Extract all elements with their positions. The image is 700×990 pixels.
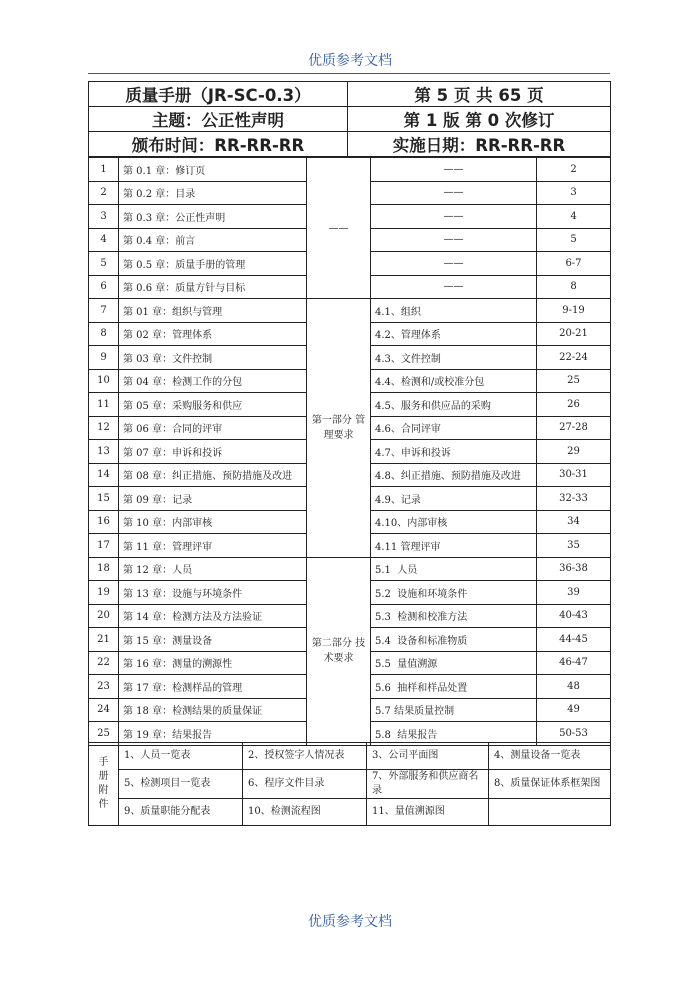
annex-row: [89, 799, 611, 826]
document-header: [88, 81, 611, 157]
row-number: 10: [89, 369, 119, 393]
row-number: 4: [89, 228, 119, 252]
page-range: 22-24: [537, 346, 611, 370]
page-range: 48: [537, 675, 611, 699]
standard-clause: ——: [371, 275, 537, 299]
row-number: 15: [89, 487, 119, 511]
standard-clause: ——: [371, 158, 537, 182]
page-range: 20-21: [537, 322, 611, 346]
standard-clause: 5.6 抽样和样品处置: [371, 675, 537, 699]
chapter-title: 第 0.1 章：修订页: [119, 158, 307, 182]
standard-clause: 4.8、纠正措施、预防措施及改进: [371, 463, 537, 487]
annex-item: 10、检测流程图: [243, 799, 367, 826]
row-number: 6: [89, 275, 119, 299]
standard-clause: 5.2 设施和环境条件: [371, 581, 537, 605]
page-range: 34: [537, 510, 611, 534]
chapter-title: 第 13 章：设施与环境条件: [119, 581, 307, 605]
row-number: 19: [89, 581, 119, 605]
page-range: 9-19: [537, 299, 611, 323]
row-number: 3: [89, 205, 119, 229]
standard-clause: 4.5、服务和供应品的采购: [371, 393, 537, 417]
row-number: 17: [89, 534, 119, 558]
annex-item: 5、检测项目一览表: [119, 770, 243, 799]
section-group-part1: 第一部分 管理要求: [307, 299, 371, 558]
row-number: 13: [89, 440, 119, 464]
standard-clause: 4.1、组织: [371, 299, 537, 323]
page-range: 26: [537, 393, 611, 417]
row-number: 9: [89, 346, 119, 370]
chapter-title: 第 05 章：采购服务和供应: [119, 393, 307, 417]
chapter-title: 第 0.6 章：质量方针与目标: [119, 275, 307, 299]
chapter-title: 第 0.3 章：公正性声明: [119, 205, 307, 229]
page-range: 36-38: [537, 557, 611, 581]
standard-clause: ——: [371, 252, 537, 276]
page-range: 25: [537, 369, 611, 393]
chapter-title: 第 01 章：组织与管理: [119, 299, 307, 323]
standard-clause: ——: [371, 181, 537, 205]
standard-clause: 5.5 量值溯源: [371, 651, 537, 675]
chapter-title: 第 06 章：合同的评审: [119, 416, 307, 440]
page-range: 3: [537, 181, 611, 205]
annex-item: [489, 799, 611, 826]
standard-clause: 5.1 人员: [371, 557, 537, 581]
contents-table: [88, 157, 611, 746]
row-number: 24: [89, 698, 119, 722]
watermark-top: 优质参考文档: [308, 53, 392, 69]
page-range: 4: [537, 205, 611, 229]
page-range: 2: [537, 158, 611, 182]
table-row: [89, 299, 611, 323]
row-number: 22: [89, 651, 119, 675]
standard-clause: 5.7 结果质量控制: [371, 698, 537, 722]
annex-item: 3、公司平面图: [367, 743, 489, 770]
standard-clause: ——: [371, 205, 537, 229]
chapter-title: 第 0.2 章：目录: [119, 181, 307, 205]
annex-row: [89, 743, 611, 770]
chapter-title: 第 16 章：测量的溯源性: [119, 651, 307, 675]
page-range: 8: [537, 275, 611, 299]
chapter-title: 第 15 章：测量设备: [119, 628, 307, 652]
chapter-title: 第 11 章：管理评审: [119, 534, 307, 558]
chapter-title: 第 18 章：检测结果的质量保证: [119, 698, 307, 722]
table-row: [89, 557, 611, 581]
chapter-title: 第 10 章：内部审核: [119, 510, 307, 534]
page-range: 6-7: [537, 252, 611, 276]
row-number: 20: [89, 604, 119, 628]
page-range: 29: [537, 440, 611, 464]
manual-title: 质量手册（JR-SC-0.3）: [89, 82, 348, 107]
standard-clause: ——: [371, 228, 537, 252]
standard-clause: 4.7、申诉和投诉: [371, 440, 537, 464]
annex-item: 1、人员一览表: [119, 743, 243, 770]
annex-item: 6、程序文件目录: [243, 770, 367, 799]
row-number: 21: [89, 628, 119, 652]
chapter-title: 第 09 章：记录: [119, 487, 307, 511]
standard-clause: 5.8 结果报告: [371, 722, 537, 746]
chapter-title: 第 19 章：结果报告: [119, 722, 307, 746]
page-range: 49: [537, 698, 611, 722]
row-number: 12: [89, 416, 119, 440]
standard-clause: 4.3、文件控制: [371, 346, 537, 370]
page-range: 40-43: [537, 604, 611, 628]
annex-row: [89, 770, 611, 799]
standard-clause: 5.3 检测和校准方法: [371, 604, 537, 628]
row-number: 25: [89, 722, 119, 746]
annex-table: [88, 742, 611, 826]
page-range: 30-31: [537, 463, 611, 487]
chapter-title: 第 0.4 章：前言: [119, 228, 307, 252]
row-number: 5: [89, 252, 119, 276]
chapter-title: 第 07 章：申诉和投诉: [119, 440, 307, 464]
standard-clause: 4.11 管理评审: [371, 534, 537, 558]
section-group-intro: ——: [307, 158, 371, 299]
page-range: 44-45: [537, 628, 611, 652]
row-number: 18: [89, 557, 119, 581]
effective-date: 实施日期：RR-RR-RR: [348, 132, 611, 157]
page-range: 39: [537, 581, 611, 605]
standard-clause: 5.4 设备和标准物质: [371, 628, 537, 652]
row-number: 7: [89, 299, 119, 323]
page-range: 50-53: [537, 722, 611, 746]
watermark-bottom: 优质参考文档: [308, 914, 392, 930]
chapter-title: 第 17 章：检测样品的管理: [119, 675, 307, 699]
annex-item: 7、外部服务和供应商名录: [367, 770, 489, 799]
annex-label: 手 册 附 件: [89, 743, 119, 826]
standard-clause: 4.6、合同评审: [371, 416, 537, 440]
annex-item: 4、测量设备一览表: [489, 743, 611, 770]
row-number: 16: [89, 510, 119, 534]
table-row: [89, 158, 611, 182]
chapter-title: 第 12 章：人员: [119, 557, 307, 581]
header-rule: [88, 73, 610, 74]
standard-clause: 4.10、内部审核: [371, 510, 537, 534]
subject: 主题：公正性声明: [89, 107, 348, 132]
row-number: 2: [89, 181, 119, 205]
annex-item: 8、质量保证体系框架图: [489, 770, 611, 799]
page-info: 第 5 页 共 65 页: [348, 82, 611, 107]
chapter-title: 第 04 章：检测工作的分包: [119, 369, 307, 393]
chapter-title: 第 02 章：管理体系: [119, 322, 307, 346]
row-number: 8: [89, 322, 119, 346]
row-number: 11: [89, 393, 119, 417]
issue-date: 颁布时间：RR-RR-RR: [89, 132, 348, 157]
revision: 第 1 版 第 0 次修订: [348, 107, 611, 132]
standard-clause: 4.9、记录: [371, 487, 537, 511]
page-range: 27-28: [537, 416, 611, 440]
section-group-part2: 第二部分 技术要求: [307, 557, 371, 745]
chapter-title: 第 0.5 章：质量手册的管理: [119, 252, 307, 276]
chapter-title: 第 03 章：文件控制: [119, 346, 307, 370]
page-range: 5: [537, 228, 611, 252]
annex-item: 11、量值溯源图: [367, 799, 489, 826]
page-range: 32-33: [537, 487, 611, 511]
page-range: 46-47: [537, 651, 611, 675]
row-number: 14: [89, 463, 119, 487]
page-range: 35: [537, 534, 611, 558]
row-number: 23: [89, 675, 119, 699]
chapter-title: 第 14 章：检测方法及方法验证: [119, 604, 307, 628]
standard-clause: 4.2、管理体系: [371, 322, 537, 346]
chapter-title: 第 08 章：纠正措施、预防措施及改进: [119, 463, 307, 487]
standard-clause: 4.4、检测和/或校准分包: [371, 369, 537, 393]
row-number: 1: [89, 158, 119, 182]
annex-item: 9、质量职能分配表: [119, 799, 243, 826]
annex-item: 2、授权签字人情况表: [243, 743, 367, 770]
